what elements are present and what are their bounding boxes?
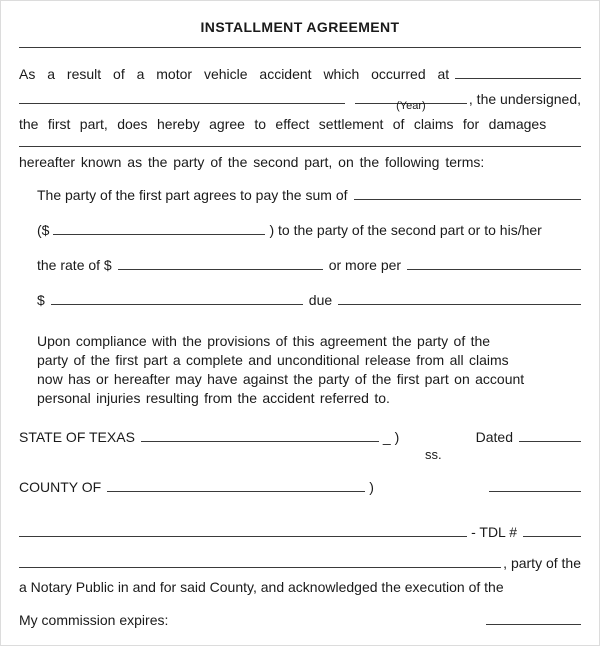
release-line-3: now has or hereafter may have against the party of the first part on account: [37, 371, 525, 387]
amount-suffix-label: ) to the party of the second part or to his/her: [269, 222, 542, 238]
amount-open-label: ($: [37, 222, 50, 238]
rate-line: [37, 256, 581, 275]
release-paragraph: [37, 332, 581, 408]
commission-line: [19, 611, 581, 630]
intro-line-4: [19, 153, 581, 172]
release-line-1: Upon compliance with the provisions of this agreement the party of the: [37, 333, 491, 349]
document-header: [19, 11, 581, 48]
blank-signature-name: [19, 524, 467, 537]
state-line: [19, 428, 581, 447]
party-suffix-label: , party of the: [503, 555, 581, 571]
county-label: COUNTY OF: [19, 479, 102, 495]
amount-line: [37, 221, 581, 240]
blank-tdl-number: [523, 524, 581, 537]
blank-accident-location: [455, 66, 581, 79]
intro-line-2: [19, 87, 581, 112]
blank-commission-date: [486, 612, 581, 625]
blank-state: [141, 429, 379, 442]
intro-text-2: , the undersigned,: [468, 91, 581, 107]
intro-line-1: [19, 62, 581, 87]
intro-text-1: As a result of a motor vehicle accident which occurred at: [19, 66, 450, 82]
sum-line: [37, 186, 581, 205]
blank-county: [107, 479, 365, 492]
document-title: INSTALLMENT AGREEMENT: [200, 19, 400, 35]
party-line: [19, 554, 581, 573]
blank-appeared-name: [19, 555, 501, 568]
rate-label: the rate of $: [37, 257, 112, 273]
blank-county-right: [489, 479, 581, 492]
ss-line: [19, 447, 581, 462]
terms-section: [37, 186, 581, 310]
blank-amount-numeric: [53, 222, 265, 235]
rate-mid-label: or more per: [328, 257, 402, 273]
commission-label: My commission expires:: [19, 612, 169, 628]
blank-accident-location-continued: [19, 91, 345, 104]
due-line: [37, 291, 581, 310]
blank-rate-period: [407, 257, 581, 270]
year-caption: (Year): [396, 100, 426, 112]
dated-label: Dated: [475, 429, 513, 445]
tdl-line: [19, 523, 581, 542]
intro-text-4: hereafter known as the party of the second part, on the following terms:: [19, 154, 485, 170]
county-close-label: ): [369, 479, 374, 495]
release-line-4: personal injuries resulting from the accident referred to.: [37, 390, 390, 406]
due-prefix-label: $: [37, 292, 45, 308]
blank-sum-amount: [354, 187, 582, 200]
state-close-label: _ ): [382, 429, 400, 445]
year-field: [355, 87, 467, 112]
blank-due-date: [338, 292, 581, 305]
divider-line: [19, 146, 581, 147]
intro-section: [19, 62, 581, 137]
county-line: [19, 478, 581, 497]
due-mid-label: due: [308, 292, 333, 308]
sum-label: The party of the first part agrees to pay the sum of: [37, 187, 348, 203]
ss-label: ss.: [425, 447, 442, 462]
intro-line-3: [19, 112, 581, 137]
blank-rate-amount: [118, 257, 323, 270]
intro-text-3: the first part, does hereby agree to effect settlement of claims for damages: [19, 116, 547, 132]
state-label: STATE OF TEXAS: [19, 429, 135, 445]
acknowledgment-line: [19, 578, 581, 597]
blank-due-amount: [51, 292, 303, 305]
release-line-2: party of the first part a complete and unconditional release from all claims: [37, 352, 509, 368]
tdl-label: - TDL #: [471, 524, 517, 540]
blank-dated: [519, 429, 581, 442]
acknowledgment-text: a Notary Public in and for said County, and acknowledged the execution of the: [19, 579, 504, 595]
